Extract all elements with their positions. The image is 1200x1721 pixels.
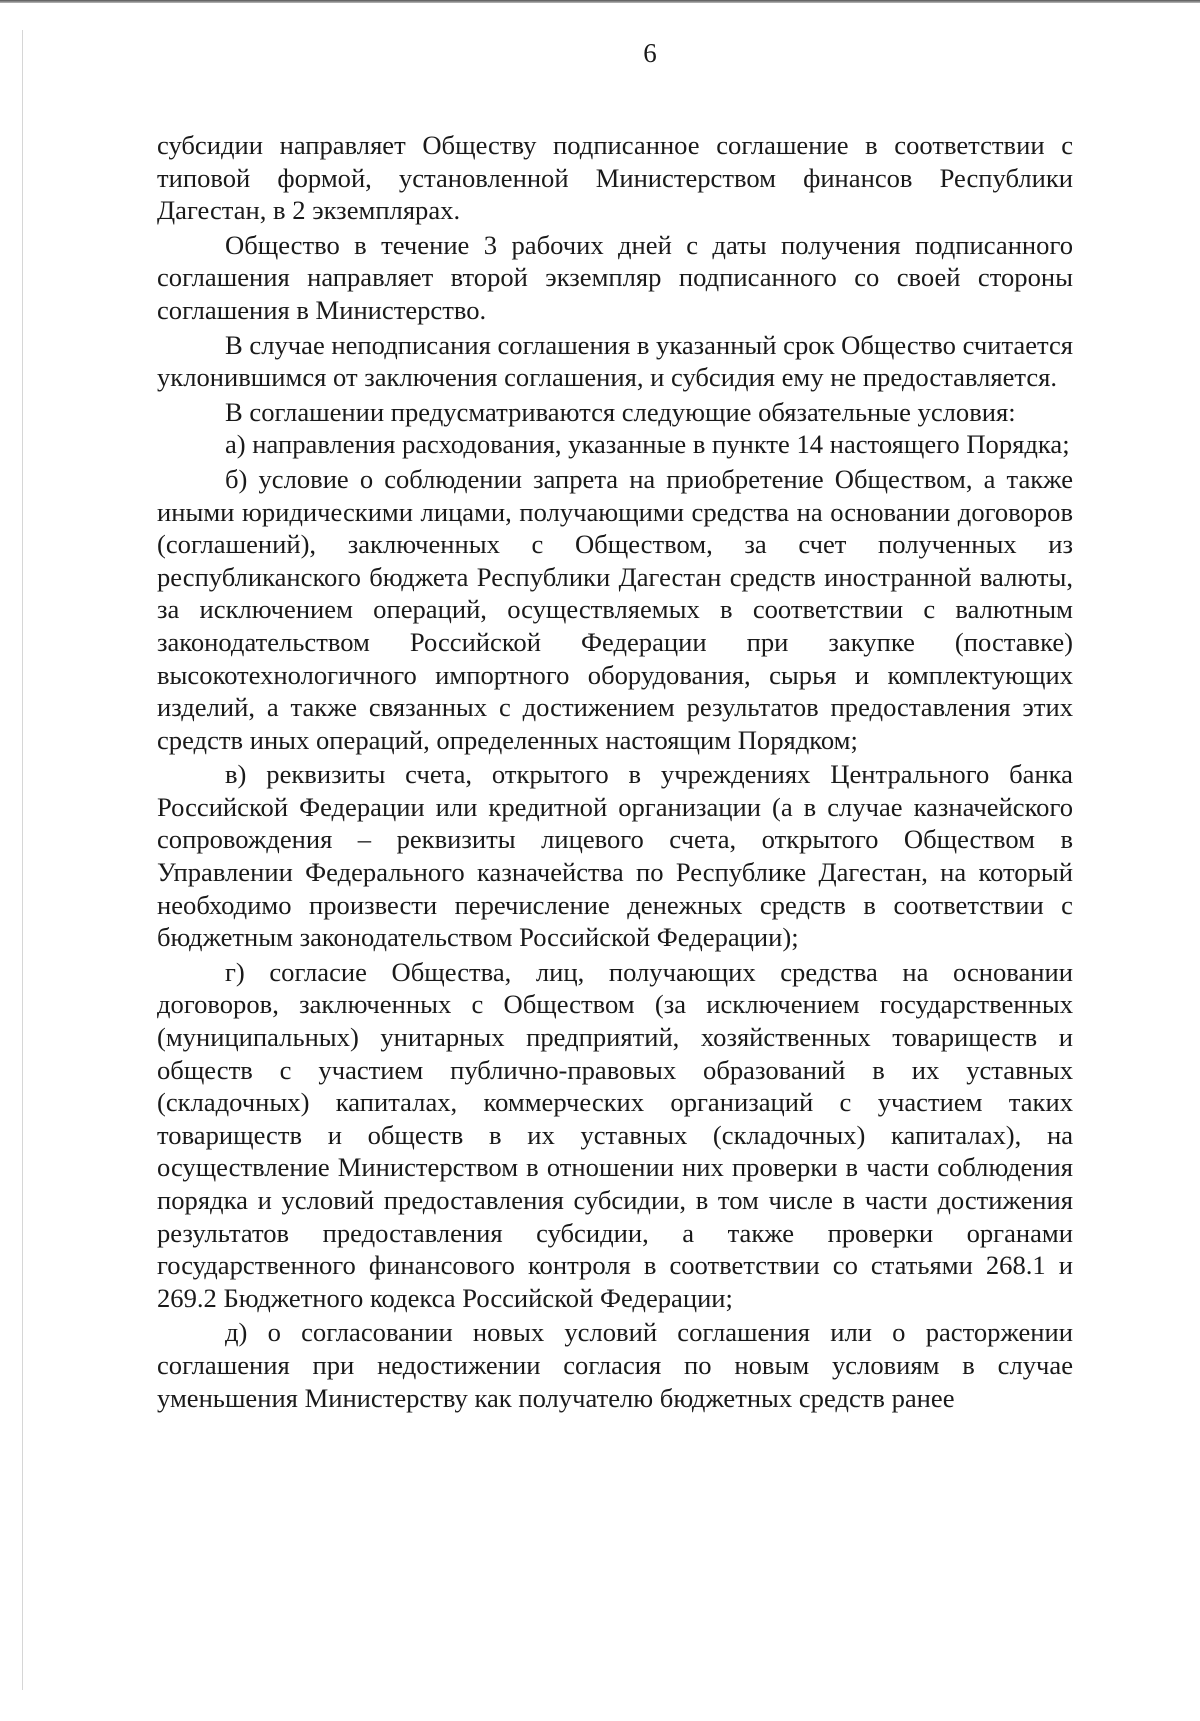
scan-edge-top [0, 0, 1200, 3]
list-item-d: д) о согласовании новых условий соглашения или о расторжении соглашения при недостижении согласия по новым условиям в случае уменьшения Министерству как получателю бюджетных средств ранее [157, 1317, 1073, 1413]
page-number: 6 [643, 38, 657, 68]
scan-edge-left [22, 30, 23, 1690]
list-item-a: а) направления расходования, указанные в пункте 14 настоящего Порядка; [225, 429, 1070, 460]
paragraph-non-signing: В случае неподписания соглашения в указанный срок Общество считается уклонившимся от заключения соглашения, и субсидия ему не предоставляется. [157, 329, 1073, 393]
list-item-g: г) согласие Общества, лиц, получающих средства на основании договоров, заключенных с Обществом (за исключением государственных (муниципальных) унитарных предприятий, хозяйственных товариществ и обществ с участием публично-правовых образований в их уставных (складочных) капиталах, коммерческих организаций с участием таких товариществ и обществ в их уставных (складочных) капиталах), на осуществление Министерством в отношении них проверки в части соблюдения порядка и условий предоставления субсидии, в том числе в части достижения результатов предоставления субсидии, а также проверки органами государственного финансового контроля в соответствии со статьями 268.1 и 269.2 Бюджетного кодекса Российской Федерации; [157, 956, 1073, 1313]
paragraph-second-copy-return: Общество в течение 3 рабочих дней с даты получения подписанного соглашения направляет второй экземпляр подписанного со своей стороны соглашения в Министерство. [157, 229, 1073, 325]
paragraph-mandatory-conditions-intro: В соглашении предусматриваются следующие обязательные условия: [225, 396, 1016, 427]
paragraph-subsidy-agreement-sending: субсидии направляет Обществу подписанное соглашение в соответствии с типовой формой, установленной Министерством финансов Республики Дагестан, в 2 экземплярах. [157, 130, 1073, 226]
list-item-v: в) реквизиты счета, открытого в учреждениях Центрального банка Российской Федерации или кредитной организации (а в случае казначейского сопровождения – реквизиты лицевого счета, открытого Обществом в Управлении Федерального казначейства по Республике Дагестан, на который необходимо произвести перечисление денежных средств в соответствии с бюджетным законодательством Российской Федерации); [157, 759, 1073, 953]
list-item-b: б) условие о соблюдении запрета на приобретение Обществом, а также иными юридическими лицами, получающими средства на основании договоров (соглашений), заключенных с Обществом, за счет полученных из республиканского бюджета Республики Дагестан средств иностранной валюты, за исключением операций, осуществляемых в соответствии с валютным законодательством Российской Федерации при закупке (поставке) высокотехнологичного импортного оборудования, сырья и комплектующих изделий, а также связанных с достижением результатов предоставления этих средств иных операций, определенных настоящим Порядком; [157, 463, 1073, 755]
document-body [157, 129, 1073, 1414]
